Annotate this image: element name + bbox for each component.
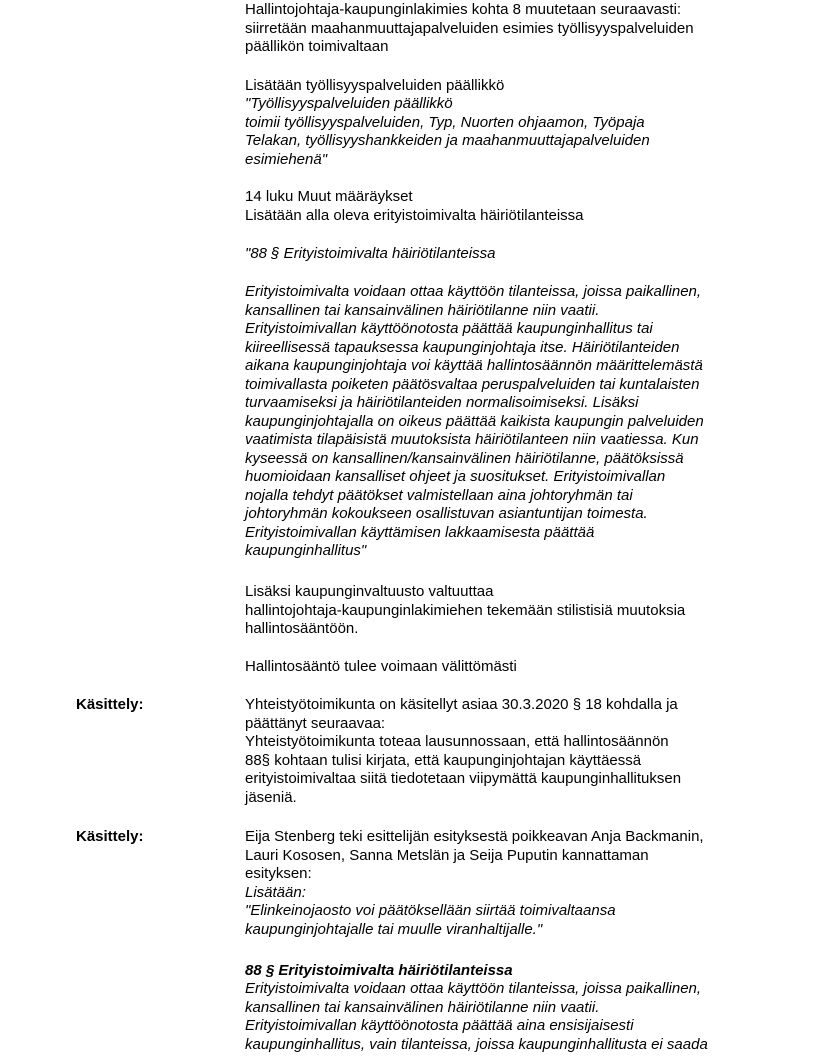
section-88b-body [245, 980, 805, 1054]
text-line: esityksen: [245, 865, 312, 882]
text-line: esimiehenä" [245, 150, 328, 168]
paragraph-authorization [245, 583, 805, 639]
text-line: Hallintosääntö tulee voimaan välittömästi [245, 658, 517, 675]
text-line: kaupunginhallitus" [245, 542, 367, 559]
text-line: hallintosääntöön. [245, 620, 359, 637]
text-line: turvaamiseksi ja häiriötilanteiden normalisoimiseksi. Lisäksi [245, 394, 639, 411]
text-line: päättänyt seuraavaa: [245, 714, 386, 732]
kasittely-label: Käsittely: [76, 828, 144, 845]
text-line: Hallintojohtaja-kaupunginlakimies kohta 8 muutetaan seuraavasti: [245, 1, 682, 18]
kasittely-label: Käsittely: [76, 696, 144, 713]
text-line: kaupunginhallitus, vain tilanteissa, joissa kaupunginhallitusta ei saada [245, 1035, 708, 1053]
text-line: kyseessä on kansallinen/kansainvälinen häiriötilanne, päätöksissä [245, 449, 684, 467]
text-line: Lisätään alla oleva erityistoimivalta häiriötilanteissa [245, 206, 584, 224]
section-88b-title [245, 962, 805, 981]
text-line: kaupunginjohtajalla on oikeus päättää kaikista kaupungin palveluiden [245, 412, 704, 430]
text-line: "Työllisyyspalveluiden päällikkö [245, 95, 453, 112]
text-line: "Elinkeinojaosto voi päätöksellään siirtää toimivaltaansa [245, 902, 616, 919]
text-line: toimii työllisyyspalveluiden, Typ, Nuorten ohjaamon, Työpaja [245, 113, 645, 131]
text-line: "88 § Erityistoimivalta häiriötilanteissa [245, 245, 496, 262]
paragraph-chapter-14 [245, 188, 805, 225]
kasittely-2-text [245, 828, 805, 939]
text-line: Erityistoimivallan käyttöönotosta päättää aina ensisijaisesti [245, 1017, 634, 1034]
paragraph-intro [245, 1, 805, 57]
text-line: kaupunginjohtajalle tai muulle viranhaltijalle." [245, 920, 543, 938]
text-line: Erityistoimivallan käyttöönotosta päättää kaupunginhallitus tai [245, 320, 653, 337]
text-line: kiireellisessä tapauksessa kaupunginjohtaja itse. Häiriötilanteiden [245, 338, 680, 356]
quote-manager-role [245, 95, 805, 169]
text-line: toimivallasta poiketen päätösvaltaa peruspalveluiden tai kuntalaisten [245, 375, 700, 393]
text-line: siirretään maahanmuuttajapalveluiden esimies työllisyyspalveluiden [245, 19, 694, 37]
text-line: 88 § Erityistoimivalta häiriötilanteissa [245, 962, 513, 979]
kasittely-1-text [245, 696, 805, 807]
text-line: nojalla tehdyt päätökset valmistellaan aina johtoryhmän tai [245, 486, 633, 504]
text-line: johtoryhmän kokoukseen osallistuvan asiantuntijan toimesta. [245, 505, 648, 522]
text-line: huomioidaan kansalliset ohjeet ja suositukset. Erityistoimivallan [245, 468, 666, 485]
text-line: päällikön toimivaltaan [245, 38, 389, 55]
text-line: vaatimista tilapäisistä muutoksista häiriötilanteen niin vaatiessa. Kun [245, 431, 699, 448]
text-line: Lisäksi kaupunginvaltuusto valtuuttaa [245, 583, 494, 600]
text-line: Erityistoimivalta voidaan ottaa käyttöön tilanteissa, joissa paikallinen, [245, 980, 702, 997]
text-line: Erityistoimivallan käyttämisen lakkaamisesta päättää [245, 523, 595, 541]
text-line: 88§ kohtaan tulisi kirjata, että kaupunginjohtajan käyttäessä [245, 751, 642, 769]
text-line: erityistoimivaltaa siitä tiedotetaan viipymättä kaupunginhallituksen [245, 770, 682, 787]
paragraph-effective [245, 658, 805, 677]
text-line: jäseniä. [245, 788, 297, 806]
text-line: kansallinen tai kansainvälinen häiriötilanne niin vaatii. [245, 998, 600, 1016]
text-line: Yhteistyötoimikunta toteaa lausunnossaan, että hallintosäännön [245, 733, 669, 750]
text-line: Lisätään: [245, 883, 306, 901]
text-line: 14 luku Muut määräykset [245, 188, 413, 205]
text-line: hallintojohtaja-kaupunginlakimiehen tekemään stilistisiä muutoksia [245, 601, 686, 619]
text-line: Erityistoimivalta voidaan ottaa käyttöön tilanteissa, joissa paikallinen, [245, 283, 702, 300]
text-line: Yhteistyötoimikunta on käsitellyt asiaa 30.3.2020 § 18 kohdalla ja [245, 696, 678, 713]
text-line: Telakan, työllisyyshankkeiden ja maahanmuuttajapalveluiden [245, 132, 650, 149]
paragraph-add-manager [245, 77, 805, 96]
text-line: kansallinen tai kansainvälinen häiriötilanne niin vaatii. [245, 301, 600, 319]
text-line: aikana kaupunginjohtaja voi käyttää hallintosäännön määrittelemästä [245, 357, 703, 374]
text-line: Lisätään työllisyyspalveluiden päällikkö [245, 77, 505, 94]
section-88-body [245, 283, 805, 561]
text-line: Eija Stenberg teki esittelijän esityksestä poikkeavan Anja Backmanin, [245, 828, 704, 845]
text-line: Lauri Kososen, Sanna Metslän ja Seija Puputin kannattaman [245, 846, 649, 864]
section-88-title [245, 245, 805, 264]
